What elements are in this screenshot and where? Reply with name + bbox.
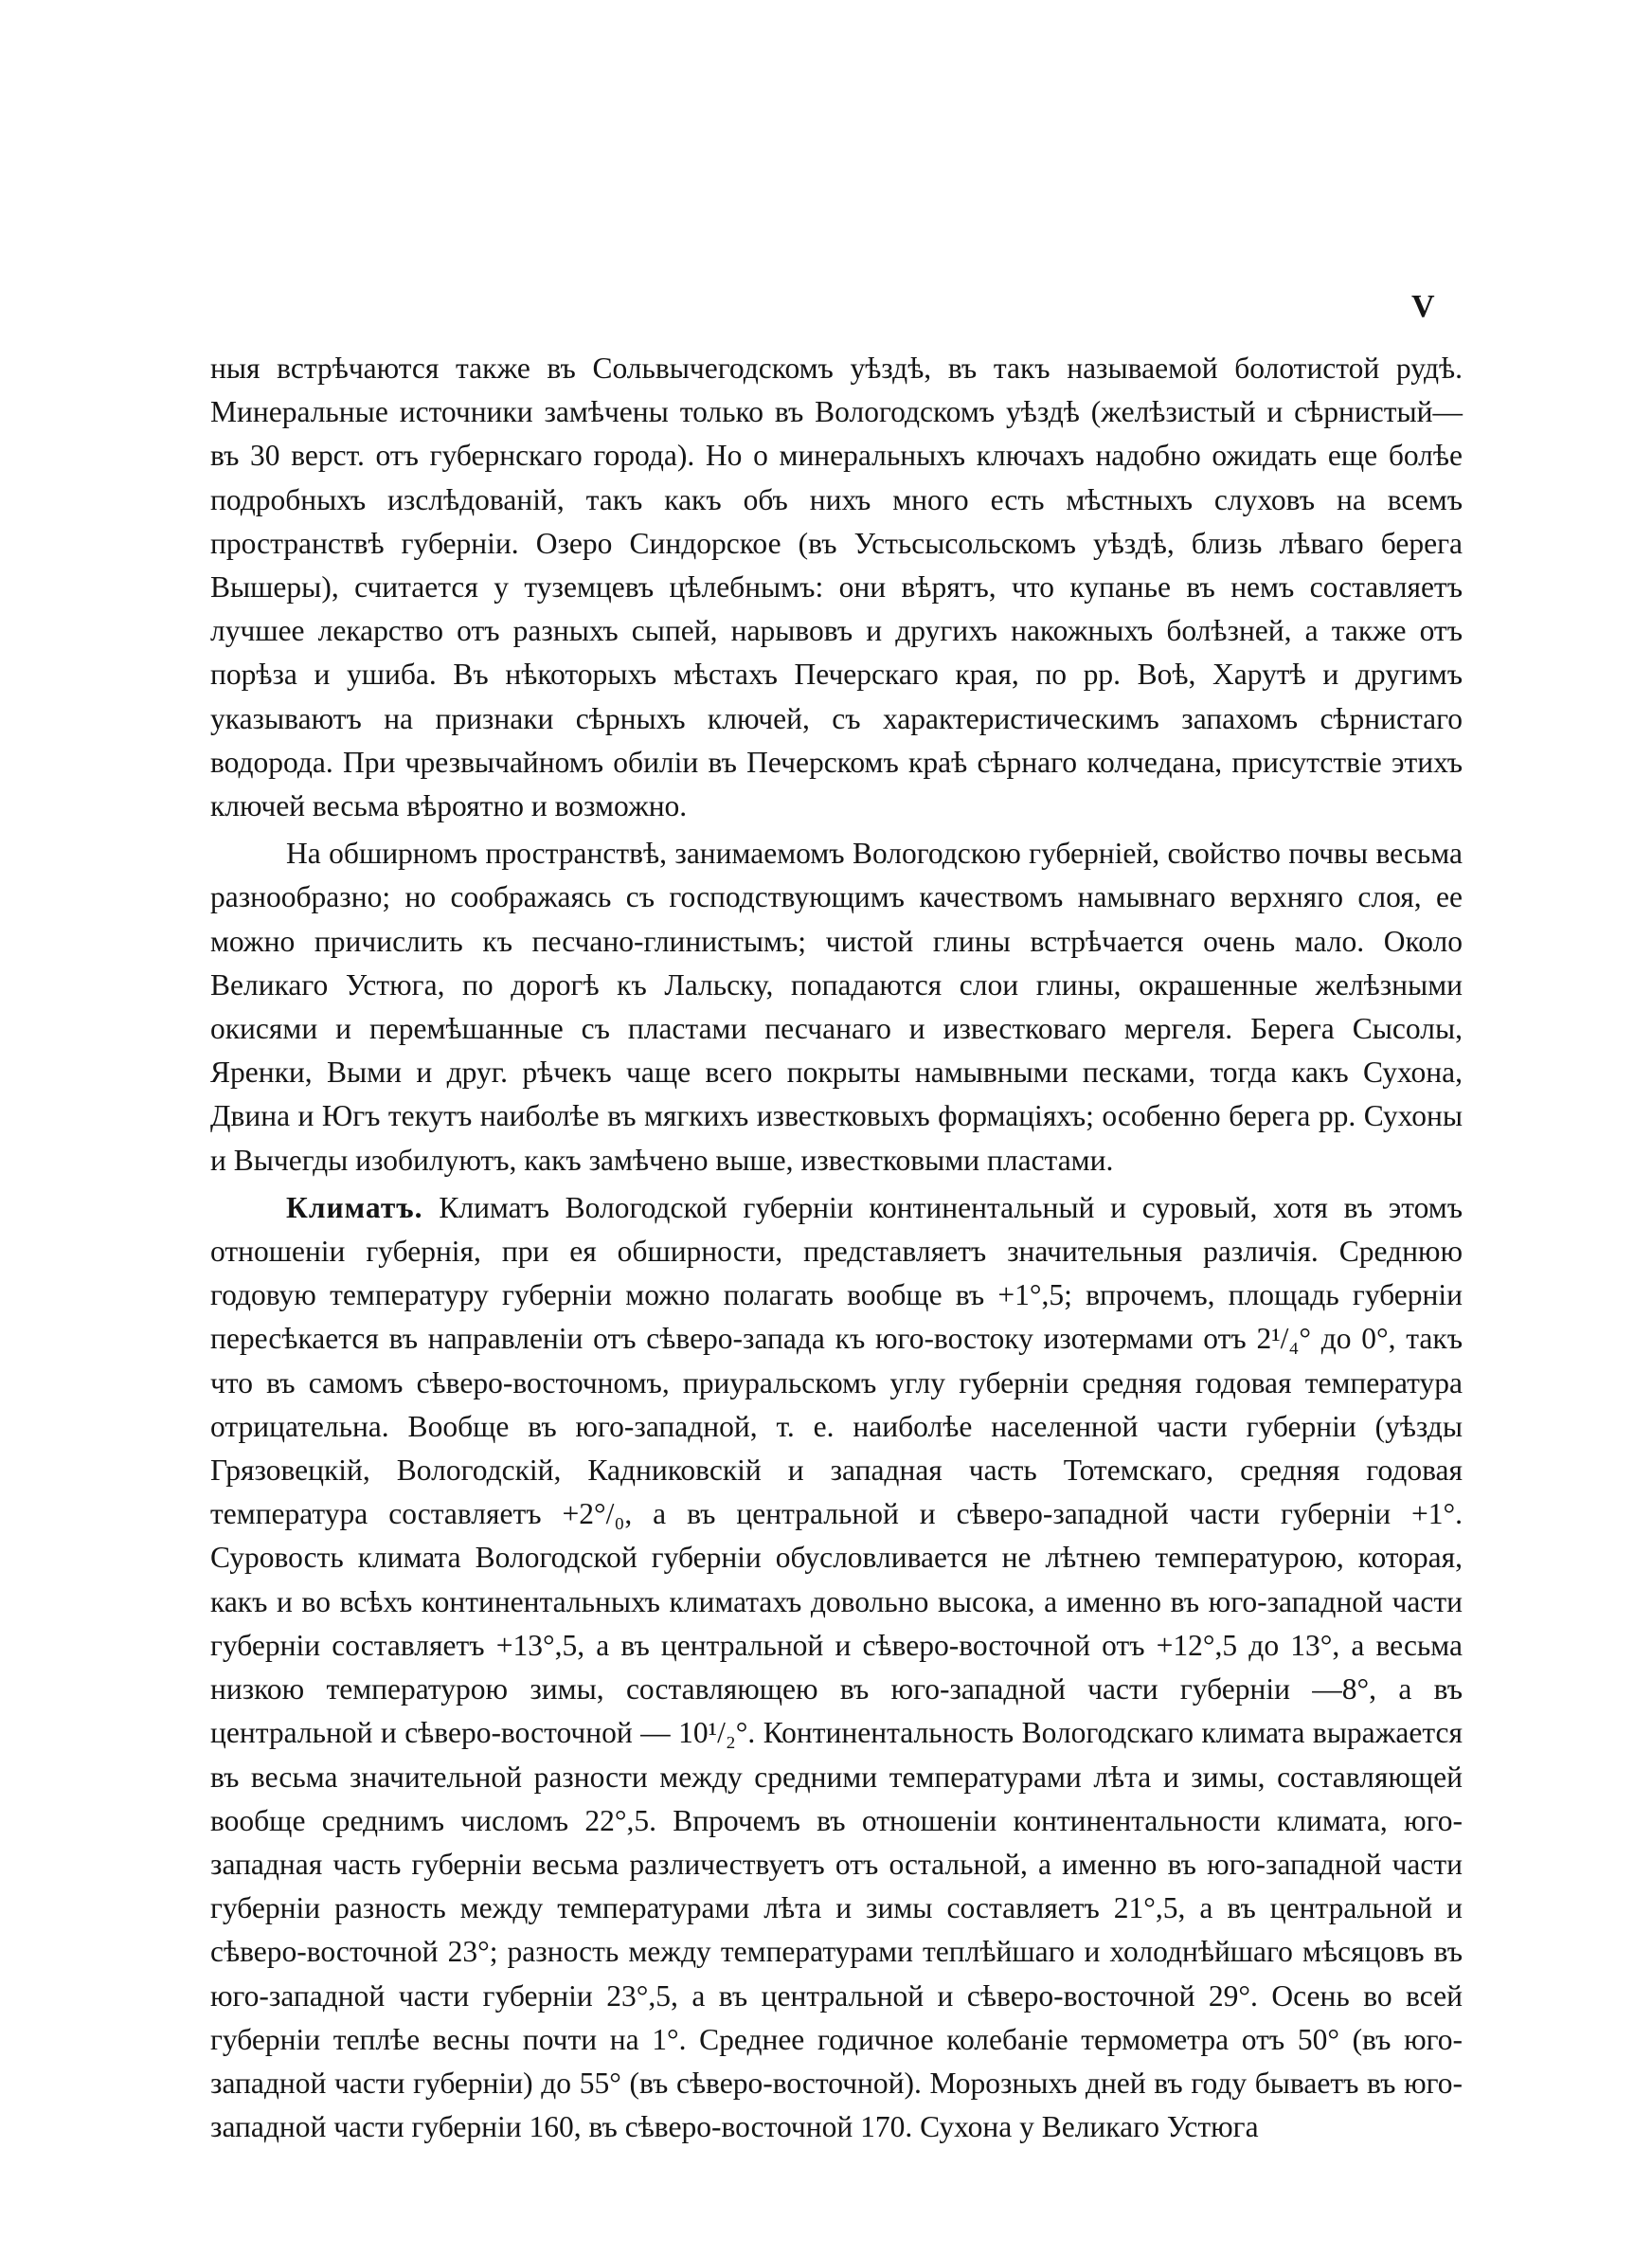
paragraph-climate-text: Климатъ Вологодской губерніи континентальный и суровый, хотя въ этомъ отношеніи губернія, при ея обширности, представляетъ значительныя различія. Среднюю годовую температуру губерніи можно полагать вообще въ +1°,5; впрочемъ, площадь губерніи пересѣкается въ направленіи отъ сѣверо-запада къ юго-востоку изотермами отъ 2¹/₄° до 0°, такъ что въ самомъ сѣверо-восточномъ, приуральскомъ углу губерніи средняя годовая температура отрицательна. Вообще въ юго-западной, т. е. наиболѣе населенной части губерніи (уѣзды Грязовецкій, Вологодскій, Кадниковскій и западная часть Тотемскаго, средняя годовая температура составляетъ +2°/₀, а въ центральной и сѣверо-западной части губерніи +1°. Суровость климата Вологодской губерніи обусловливается не лѣтнею температурою, которая, какъ и во всѣхъ континентальныхъ климатахъ довольно высока, а именно въ юго-западной части губерніи составляетъ +13°,5, а въ центральной и сѣверо-восточной отъ +12°,5 до 13°, а весьма низкою температурою зимы, составляющею въ юго-западной части губерніи —8°, а въ центральной и сѣверо-восточной — 10¹/₂°. Континентальность Вологодскаго климата выражается въ весьма значительной разности между средними температурами лѣта и зимы, составляющей вообще среднимъ числомъ 22°,5. Впрочемъ въ отношеніи континентальности климата, юго-западная часть губерніи весьма различествуетъ отъ остальной, а именно въ юго-западной части губерніи разность между температурами лѣта и зимы составляетъ 21°,5, а въ центральной и сѣверо-восточной 23°; разность между температурами теплѣйшаго и холоднѣйшаго мѣсяцовъ въ юго-западной части губерніи 23°,5, а въ центральной и сѣверо-восточной 29°. Осень во всей губерніи теплѣе весны почти на 1°. Среднее годичное колебаніе термометра отъ 50° (въ юго-западной части губерніи) до 55° (въ сѣверо-восточной). Морозныхъ дней въ году бываетъ въ юго-западной части губерніи 160, въ сѣверо-восточной 170. Сухона у Великаго Устюга <box>210 1190 1463 2144</box>
paragraph-climate <box>210 1186 1463 2149</box>
paragraph-mineral-springs: ныя встрѣчаются также въ Сольвычегодскомъ уѣздѣ, въ такъ называемой болотистой рудѣ. Минеральные источники замѣчены только въ Вологодскомъ уѣздѣ (желѣзистый и сѣрнистый— въ 30 верст. отъ губернскаго города). Но о минеральныхъ ключахъ надобно ожидать еще болѣе подробныхъ изслѣдованій, такъ какъ объ нихъ много есть мѣстныхъ слуховъ на всемъ пространствѣ губерніи. Озеро Синдорское (въ Устьсысольскомъ уѣздѣ, близь лѣваго берега Вышеры), считается у туземцевъ цѣлебнымъ: они вѣрятъ, что купанье въ немъ составляетъ лучшее лекарство отъ разныхъ сыпей, нарывовъ и другихъ накожныхъ болѣзней, а также отъ порѣза и ушиба. Въ нѣкоторыхъ мѣстахъ Печерскаго края, по рр. Воѣ, Харутѣ и другимъ указываютъ на признаки сѣрныхъ ключей, съ характеристическимъ запахомъ сѣрнистаго водорода. При чрезвычайномъ обиліи въ Печерскомъ краѣ сѣрнаго колчедана, присутствіе этихъ ключей весьма вѣроятно и возможно. <box>210 352 1463 823</box>
section-heading-climate: Климатъ. <box>286 1190 423 1224</box>
page-number: V <box>1411 289 1437 324</box>
body-text <box>210 347 1463 2149</box>
paragraph-soil: На обширномъ пространствѣ, занимаемомъ Вологодскою губерніей, свойство почвы весьма разнообразно; но соображаясь съ господствующимъ качествомъ намывнаго верхняго слоя, ее можно причислить къ песчано-глинистымъ; чистой глины встрѣчается очень мало. Около Великаго Устюга, по дорогѣ къ Лальску, попадаются слои глины, окрашенные желѣзными окисями и перемѣшанные съ пластами песчанаго и известковаго мергеля. Берега Сысолы, Яренки, Выми и друг. рѣчекъ чаще всего покрыты намывными песками, тогда какъ Сухона, Двина и Югъ текутъ наиболѣе въ мягкихъ известковыхъ формаціяхъ; особенно берега рр. Сухоны и Вычегды изобилуютъ, какъ замѣчено выше, известковыми пластами. <box>210 837 1463 1177</box>
